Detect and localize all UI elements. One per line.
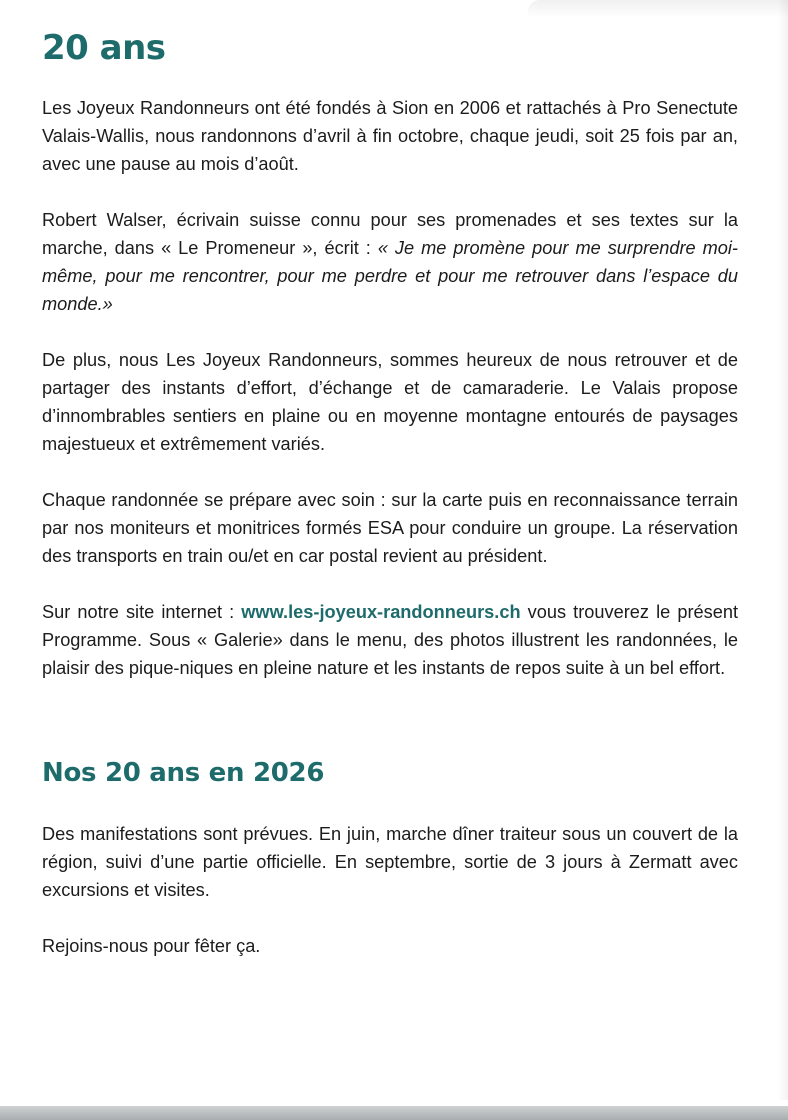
page-bottom-edge: [0, 1106, 788, 1120]
walser-intro: Robert Walser, écrivain suisse connu pour ses promenades et ses textes sur la marche, dans « Le Promeneur », écrit :: [42, 210, 738, 258]
section-title-nos-20-ans: Nos 20 ans en 2026: [42, 758, 325, 788]
website-rest: vous trouverez le présent Programme. Sous « Galerie» dans le menu, des photos illustrent les randonnées, le plaisir des pique-niques en pleine nature et les instants de repos suite à un bel effort.: [42, 602, 739, 678]
walser-quote: « Je me promène pour me surprendre moi-même, pour me rencontrer, pour me perdre et pour me retrouver dans l’espace du monde.»: [42, 238, 738, 314]
website-link[interactable]: www.les-joyeux-randonneurs.ch: [241, 602, 521, 622]
page-edge-shadow: [528, 0, 788, 18]
page-side-shadow: [778, 0, 788, 1100]
section-title-20-ans: 20 ans: [42, 28, 166, 68]
paragraph-website: [42, 598, 738, 682]
paragraph-preparation: Chaque randonnée se prépare avec soin : sur la carte puis en reconnaissance terrain par nos moniteurs et monitrices formés ESA pour conduire un groupe. La réservation des transports en train ou/et en car postal revient au président.: [42, 490, 738, 566]
paragraph-invitation: Rejoins-nous pour fêter ça.: [42, 936, 261, 956]
paragraph-events: Des manifestations sont prévues. En juin, marche dîner traiteur sous un couvert de la région, suivi d’une partie officielle. En septembre, sortie de 3 jours à Zermatt avec excursions et visites.: [42, 824, 738, 900]
paragraph-camaraderie: De plus, nous Les Joyeux Randonneurs, sommes heureux de nous retrouver et de partager des instants d’effort, d’échange et de camaraderie. Le Valais propose d’innombrables sentiers en plaine ou en moyenne montagne entourés de paysages majestueux et extrêmement variés.: [42, 350, 738, 454]
website-intro: Sur notre site internet :: [42, 602, 242, 622]
paragraph-walser-quote: [42, 206, 738, 318]
paragraph-foundation: Les Joyeux Randonneurs ont été fondés à Sion en 2006 et rattachés à Pro Senectute Valais-Wallis, nous randonnons d’avril à fin octobre, chaque jeudi, soit 25 fois par an, avec une pause au mois d’août.: [42, 98, 738, 174]
